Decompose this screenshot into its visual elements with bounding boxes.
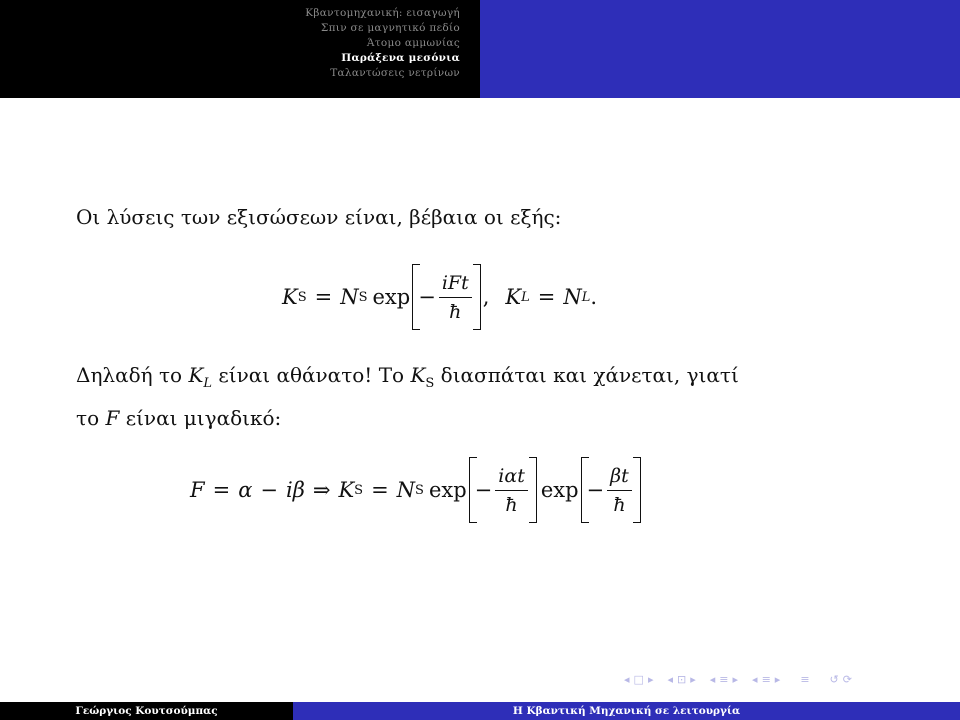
section-list [0,6,460,81]
eq2-K: K [338,478,355,502]
eq1-K2: K [505,285,522,309]
eq1-comma: , [482,285,490,309]
explanation-text-a: Δηλαδή το [76,363,189,387]
eq2-denominator-1: ħ [505,493,518,516]
equation-decay [190,455,643,525]
section-link-ammonia[interactable]: Άτομο αμμωνίας [366,37,460,49]
eq2-bracket2-minus: − [586,478,605,502]
eq1-N: N [340,285,359,309]
eq2-K-sub-S: S [354,482,364,498]
eq2-numerator-2: βt [607,464,632,491]
eq2-numerator-1: iαt [495,464,528,491]
eq2-bracket-1 [469,457,537,523]
beamer-navigation-bar [624,670,944,688]
explanation-KS-sub: S [425,376,435,391]
explanation-text-c: διασπάται και χάνεται, γιατί [434,363,739,387]
paragraph-explanation [76,358,739,435]
eq2-equals-2: = [371,478,389,502]
slide-header [0,0,960,98]
eq1-numerator: iFt [439,271,472,298]
eq2-implies: ⇒ [312,478,331,502]
eq2-ibeta: iβ [285,478,305,502]
nav-prev-section-icon[interactable]: ◂ [752,672,758,686]
eq2-fraction-1 [495,464,528,517]
nav-prev-subsection-icon[interactable]: ◂ [709,672,716,686]
eq1-sub-L: L [521,289,530,305]
section-link-strange-mesons[interactable]: Παράξενα μεσόνια [341,52,460,64]
eq1-minus: − [418,285,436,309]
paragraph-solutions: Οι λύσεις των εξισώσεων είναι, βέβαια οι εξής: [76,205,562,229]
eq1-equals-2: = [537,285,556,309]
nav-back-icon[interactable]: ↺ [829,672,839,686]
footer-author: Γεώργιος Κουτσούμπας [0,702,293,720]
eq2-denominator-2: ħ [613,493,626,516]
footer-title: Η Κβαντική Μηχανική σε λειτουργία [293,702,960,720]
explanation-line-1 [76,358,739,401]
eq2-N-sub-S: S [415,482,424,498]
eq2-bracket-2 [581,457,641,523]
section-navigation [0,0,480,98]
eq2-equals: = [212,478,231,502]
eq2-bracket1-minus: − [474,478,493,502]
slide-footer [0,702,960,720]
eq2-N: N [396,478,416,502]
nav-subsection-icon[interactable]: ≡ [719,672,729,686]
eq1-K: K [282,285,298,309]
explanation-text-e: είναι μιγαδικό: [119,406,282,430]
header-bar-right [480,0,960,98]
nav-menu-icon[interactable]: ≡ [800,672,810,686]
nav-next-section-icon[interactable]: ▸ [774,672,781,686]
nav-search-icon[interactable]: ⟳ [842,672,852,686]
eq2-exp-2: exp [540,478,579,502]
equation-solutions [282,262,597,332]
eq2-F: F [190,478,205,502]
eq2-exp-1: exp [428,478,467,502]
nav-prev-slide-icon[interactable]: ◂ [667,672,673,686]
section-link-spin-magnetic[interactable]: Σπιν σε μαγνητικό πεδίο [320,22,460,34]
eq1-N2-sub-L: L [581,289,591,305]
eq1-denominator: ħ [449,300,462,323]
nav-next-slide-icon[interactable]: ▸ [690,672,696,686]
eq1-N-sub-S: S [358,289,368,305]
explanation-text-d: το [76,406,106,430]
explanation-text-b: είναι αθάνατο! Το [212,363,411,387]
eq1-bracket [412,264,481,330]
explanation-KS: K [410,363,426,387]
nav-prev-frame-icon[interactable]: ◂ [624,672,630,686]
nav-next-frame-icon[interactable]: ▸ [647,672,654,686]
nav-section-icon[interactable]: ≡ [761,672,771,686]
section-link-quantum-intro[interactable]: Κβαντομηχανική: εισαγωγή [305,7,460,19]
eq2-minus: − [260,478,278,502]
nav-frame-icon[interactable]: □ [633,672,644,686]
explanation-F: F [105,406,120,430]
eq1-sub-S: S [297,289,307,305]
eq2-fraction-2 [607,464,632,517]
explanation-line-2 [76,401,739,435]
eq2-alpha: α [238,478,253,502]
nav-next-subsection-icon[interactable]: ▸ [732,672,739,686]
explanation-KL-sub: L [203,376,213,391]
section-link-neutrino-oscillations[interactable]: Ταλαντώσεις νετρίνων [330,67,460,79]
eq1-exp: exp [372,285,411,309]
eq1-fraction [439,271,472,324]
eq1-N2: N [563,285,582,309]
explanation-KL: K [188,363,204,387]
nav-slide-icon[interactable]: ⊡ [677,672,687,686]
eq1-period: . [590,285,598,309]
eq1-equals: = [314,285,333,309]
